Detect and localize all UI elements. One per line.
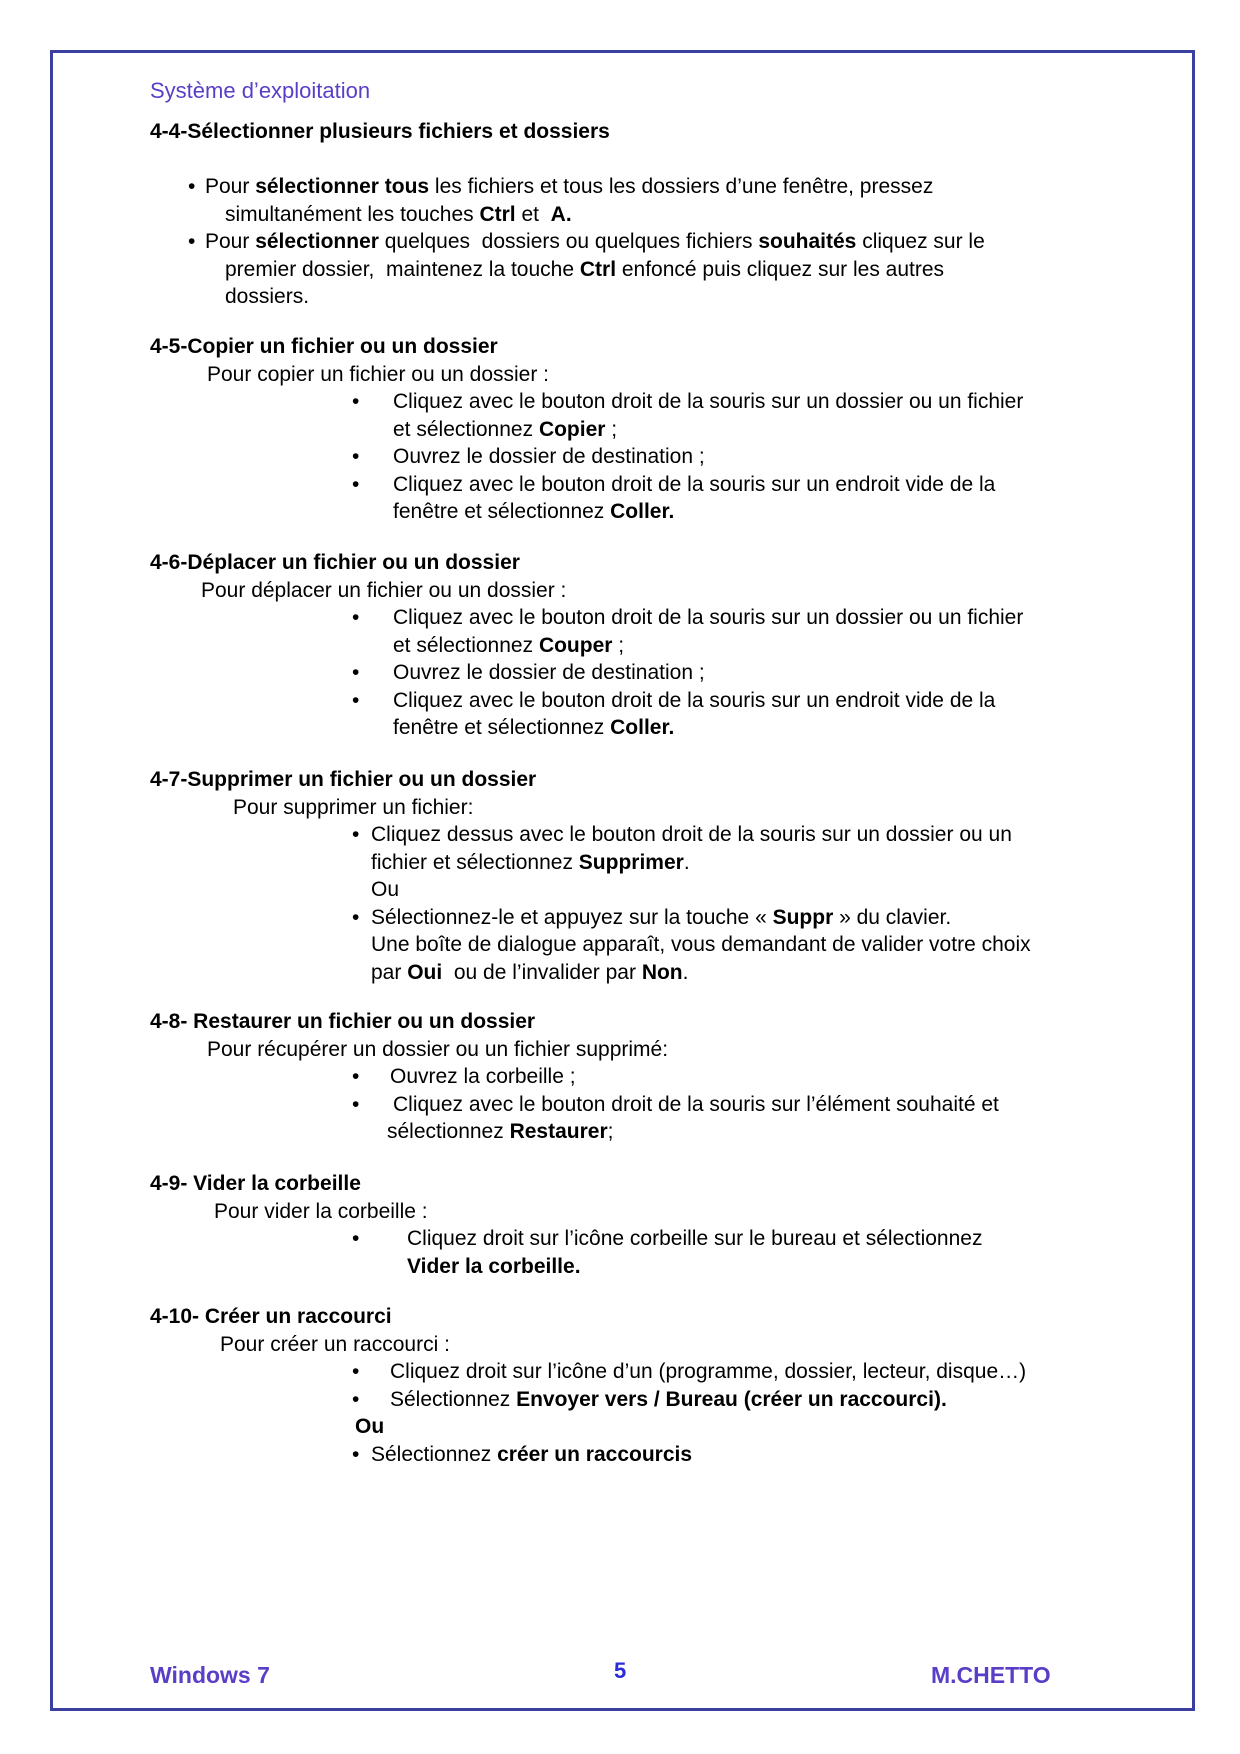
intro-text [0, 1198, 1240, 1226]
text-run: Pour vider la corbeille : [214, 1199, 428, 1223]
bullet-item [0, 1225, 1240, 1280]
bold-term: Restaurer [509, 1120, 608, 1143]
section-heading [0, 766, 1240, 794]
item-line [0, 416, 1240, 444]
text-run: les fichiers et tous les dossiers d’une fenêtre, pressez [429, 175, 934, 198]
page-number: 5 [614, 1658, 627, 1683]
text-run: Pour supprimer un fichier: [233, 795, 474, 819]
text-run: Cliquez avec le bouton droit de la souris sur un dossier ou un fichier [393, 390, 1024, 413]
text-run: Cliquez droit sur l’icône d’un (programme, dossier, lecteur, disque…) [390, 1360, 1027, 1383]
text-run: » du clavier. [833, 905, 952, 929]
text-run: fenêtre et sélectionnez [393, 500, 611, 523]
section-heading [0, 1303, 1240, 1331]
bullet-item [0, 687, 1240, 742]
text-run: Sélectionnez [390, 1387, 517, 1411]
heading-text: 4-6-Déplacer un fichier ou un dossier [150, 551, 520, 574]
text-run: Cliquez dessus avec le bouton droit de la souris sur un dossier ou un [371, 823, 1012, 846]
text-run: Cliquez avec le bouton droit de la souris sur un dossier ou un fichier [393, 606, 1024, 629]
text-run: Pour [205, 175, 256, 198]
spacer [0, 146, 1240, 174]
bold-term: Envoyer vers / Bureau (créer un raccourci). [516, 1387, 947, 1411]
text-run: Cliquez avec le bouton droit de la souris sur un endroit vide de la [393, 472, 996, 496]
text-run: . [683, 850, 690, 874]
text-run: ; [605, 417, 618, 441]
heading-text: 4-10- Créer un raccourci [150, 1305, 392, 1328]
item-line [0, 471, 1240, 499]
item-line [0, 1358, 1240, 1386]
text-run: ou de l’invalider par [442, 960, 642, 984]
item-line [0, 228, 1240, 256]
bold-term: Ctrl [479, 202, 516, 226]
section-heading [0, 1170, 1240, 1198]
text-run: Ouvrez le dossier de destination ; [393, 445, 705, 468]
text-run: Une boîte de dialogue apparaît, vous demandant de valider votre choix [371, 933, 1031, 956]
item-line [0, 388, 1240, 416]
footer-title: Windows 7 [150, 1662, 270, 1688]
section-4-4 [0, 118, 1240, 311]
text-run: et [515, 202, 551, 226]
item-line [0, 1386, 1240, 1414]
heading-text: 4-4-Sélectionner plusieurs fichiers et dossiers [150, 120, 610, 143]
heading-text: 4-7-Supprimer un fichier ou un dossier [150, 768, 537, 791]
text-run: enfoncé puis cliquez sur les autres [616, 257, 945, 281]
bullet-item [0, 471, 1240, 526]
item-line [0, 256, 1240, 284]
section-heading [0, 1008, 1240, 1036]
item-line [0, 931, 1240, 959]
item-line [0, 173, 1240, 201]
item-line [0, 443, 1240, 471]
section-4-5 [0, 333, 1240, 526]
item-line [0, 1091, 1240, 1119]
bold-term: Oui [407, 960, 443, 984]
item-line [0, 687, 1240, 715]
bold-term: Ctrl [579, 257, 617, 281]
text-run: Pour déplacer un fichier ou un dossier : [201, 578, 567, 602]
intro-text [0, 361, 1240, 389]
item-line [0, 714, 1240, 742]
bullet-item [0, 228, 1240, 311]
text-run: fenêtre et sélectionnez [393, 716, 611, 739]
bold-term: Vider la corbeille. [407, 1254, 581, 1278]
text-run: Pour copier un fichier ou un dossier : [207, 362, 550, 386]
bullet-item [0, 1386, 1240, 1414]
text-run: Ouvrez le dossier de destination ; [393, 661, 705, 684]
item-line [0, 498, 1240, 526]
bold-term: créer un raccourcis [497, 1442, 693, 1466]
heading-text: 4-9- Vider la corbeille [150, 1172, 361, 1195]
intro-text [0, 577, 1240, 605]
section-4-7 [0, 766, 1240, 986]
section-heading [0, 333, 1240, 361]
bullet-item [0, 173, 1240, 228]
text-run: Pour [205, 230, 256, 253]
text-run: fichier et sélectionnez [371, 850, 579, 874]
item-line [0, 876, 1240, 904]
item-line [0, 604, 1240, 632]
section-heading [0, 118, 1240, 146]
item-line [0, 1225, 1240, 1253]
text-run: . [682, 960, 689, 984]
bold-term: sélectionner [255, 230, 379, 253]
text-run: Cliquez droit sur l’icône corbeille sur le bureau et sélectionnez [407, 1227, 983, 1250]
or-separator [0, 1413, 1240, 1441]
text-run: premier dossier, maintenez la touche [225, 257, 580, 281]
bold-term: Non [641, 960, 683, 984]
text-run: quelques dossiers ou quelques fichiers [378, 230, 759, 253]
bold-term: Coller. [610, 500, 675, 523]
section-4-6 [0, 549, 1240, 742]
item-line [0, 201, 1240, 229]
bold-term: Supprimer [578, 850, 684, 874]
bullet-item [0, 388, 1240, 443]
running-header: Système d’exploitation [150, 78, 371, 103]
text-run: cliquez sur le [856, 230, 985, 253]
heading-text: 4-8- Restaurer un fichier ou un dossier [150, 1010, 536, 1033]
section-4-8 [0, 1008, 1240, 1146]
text-run: par [371, 960, 408, 984]
bullet-item [0, 1358, 1240, 1386]
text-run: Pour créer un raccourci : [220, 1332, 450, 1356]
bullet-item [0, 659, 1240, 687]
item-line [0, 1118, 1240, 1146]
section-4-10 [0, 1303, 1240, 1468]
bullet-item [0, 1091, 1240, 1146]
bullet-item [0, 821, 1240, 904]
bold-term: Copier [538, 417, 606, 441]
item-line [0, 659, 1240, 687]
bold-term: Coller. [610, 716, 675, 739]
text-run: ; [607, 1120, 614, 1143]
text-run: Cliquez avec le bouton droit de la souris sur l’élément souhaité et [393, 1092, 999, 1116]
or-text: Ou [355, 1415, 385, 1438]
item-line [0, 283, 1240, 311]
item-line [0, 821, 1240, 849]
text-run: Cliquez avec le bouton droit de la souris sur un endroit vide de la [393, 688, 996, 712]
item-line [0, 904, 1240, 932]
item-line [0, 1253, 1240, 1281]
bullet-item [0, 604, 1240, 659]
section-heading [0, 549, 1240, 577]
item-line [0, 959, 1240, 987]
item-line [0, 849, 1240, 877]
intro-text [0, 1036, 1240, 1064]
text-run: simultanément les touches [225, 202, 480, 226]
bold-term: Couper [538, 633, 613, 657]
item-line [0, 1063, 1240, 1091]
bold-term: sélectionner tous [255, 175, 430, 198]
section-4-9 [0, 1170, 1240, 1280]
item-line [0, 632, 1240, 660]
text-run: et sélectionnez [393, 417, 539, 441]
text-run: Sélectionnez-le et appuyez sur la touche « [371, 905, 773, 929]
text-run: ; [612, 633, 625, 657]
bullet-item [0, 1441, 1240, 1469]
intro-text [0, 794, 1240, 822]
footer-author: M.CHETTO [931, 1662, 1051, 1688]
text-run: et sélectionnez [393, 633, 539, 657]
text-run: Pour récupérer un dossier ou un fichier supprimé: [207, 1037, 669, 1061]
bold-term: A. [550, 202, 572, 226]
text-run: dossiers. [225, 285, 310, 308]
bullet-item [0, 904, 1240, 987]
heading-text: 4-5-Copier un fichier ou un dossier [150, 335, 498, 358]
bold-term: souhaités [758, 230, 857, 253]
text-run: Sélectionnez [371, 1442, 498, 1466]
text-run: Ouvrez la corbeille ; [390, 1065, 576, 1088]
or-separator: Ou [371, 878, 400, 901]
item-line [0, 1441, 1240, 1469]
bullet-item [0, 1063, 1240, 1091]
text-run: sélectionnez [387, 1120, 510, 1143]
bullet-item [0, 443, 1240, 471]
bold-term: Suppr [772, 905, 834, 929]
intro-text [0, 1331, 1240, 1359]
